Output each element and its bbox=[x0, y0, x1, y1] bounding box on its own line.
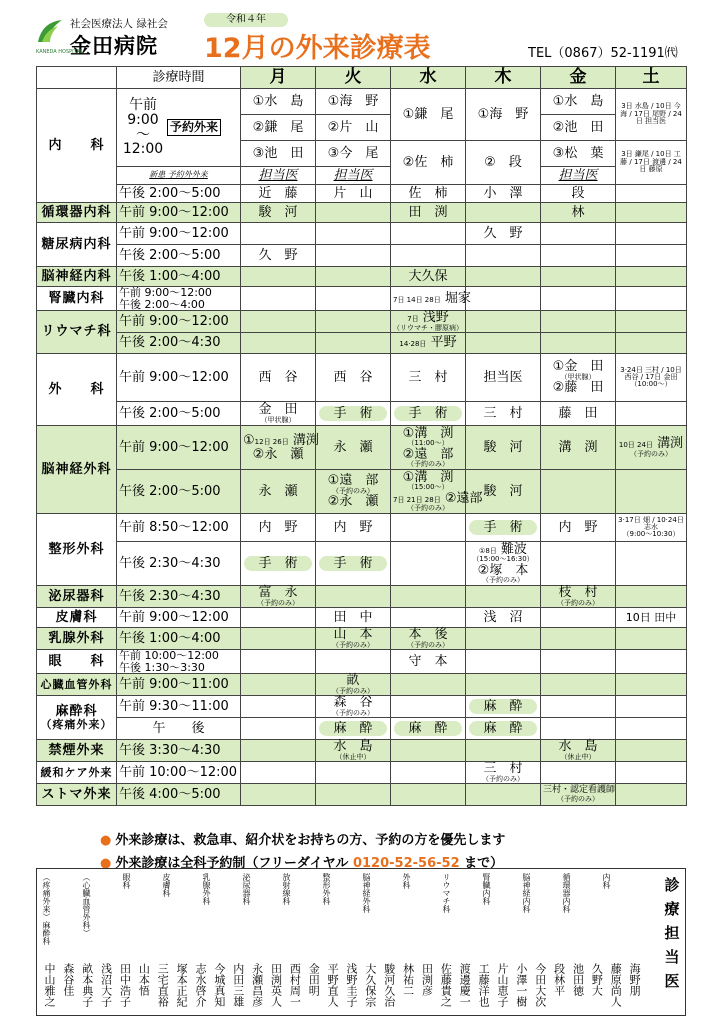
ryumachi-am-time: 午前 9:00〜12:00 bbox=[117, 311, 241, 333]
geka-am-time: 午前 9:00〜12:00 bbox=[117, 354, 241, 402]
naika-tue-3: ③今 尾 bbox=[316, 141, 391, 167]
roster-names bbox=[41, 963, 661, 1013]
nyusen-fri bbox=[541, 628, 616, 650]
roster-doctor-name: 大久保宗 bbox=[363, 963, 377, 1007]
roster-doctor-name: 林祐二 bbox=[401, 963, 415, 996]
tonyo-pm-tue bbox=[316, 245, 391, 267]
naika-am-time: 午前 9:00 〜 12:00 予約外来 bbox=[117, 89, 241, 167]
day-wed: 水 bbox=[391, 67, 466, 89]
geka-pm-mon: 金 田 （甲状腺） bbox=[241, 402, 316, 426]
roster-department: 放射線科 bbox=[282, 873, 291, 905]
corner-cell bbox=[37, 67, 117, 89]
tonyo-am-mon bbox=[241, 223, 316, 245]
geka-am-thu: 担当医 bbox=[466, 354, 541, 402]
kinen-thu bbox=[466, 740, 541, 762]
roster-doctor-name: 佐藤貴之 bbox=[439, 963, 453, 1007]
dept-stoma: ストマ外来 bbox=[37, 784, 117, 806]
nyusen-thu bbox=[466, 628, 541, 650]
dept-seikei: 整形外科 bbox=[37, 514, 117, 586]
roster-doctor-name: 今城真知 bbox=[212, 963, 226, 1007]
kinen-sat bbox=[616, 740, 687, 762]
seikei-pm-tue: 手 術 bbox=[316, 542, 391, 586]
day-tue: 火 bbox=[316, 67, 391, 89]
masui-am-mon bbox=[241, 696, 316, 718]
junkanki-wed: 田 渕 bbox=[391, 203, 466, 223]
ryumachi-am-tue bbox=[316, 311, 391, 333]
dept-jinzo: 腎臓内科 bbox=[37, 287, 117, 311]
dept-kinen: 禁煙外来 bbox=[37, 740, 117, 762]
tonyo-am-tue bbox=[316, 223, 391, 245]
jinzo-thu bbox=[466, 287, 541, 311]
roster-doctor-name: 平野直人 bbox=[326, 963, 340, 1007]
ryumachi-pm-mon bbox=[241, 333, 316, 354]
dept-noshinkeigeka: 脳神経外科 bbox=[37, 426, 117, 514]
dept-shinzo: 心臓血管外科 bbox=[37, 674, 117, 696]
roster-doctor-name: 田渕彦 bbox=[420, 963, 434, 996]
jinzo-wed: 7日 14日 28日 堀家 bbox=[391, 287, 466, 311]
junkanki-time: 午前 9:00〜12:00 bbox=[117, 203, 241, 223]
tonyo-pm-thu bbox=[466, 245, 541, 267]
stoma-sat bbox=[616, 784, 687, 806]
org-name: 社会医療法人 緑社会 bbox=[70, 18, 168, 30]
day-thu: 木 bbox=[466, 67, 541, 89]
hifu-time: 午前 9:00〜12:00 bbox=[117, 608, 241, 628]
stoma-tue bbox=[316, 784, 391, 806]
masui-pm-wed: 麻 酔 bbox=[391, 718, 466, 740]
roster-doctor-name: 西村周一 bbox=[288, 963, 302, 1007]
hinyoki-time: 午後 2:30〜4:30 bbox=[117, 586, 241, 608]
roster-doctor-name: 内田三雄 bbox=[231, 963, 245, 1007]
geka-pm-sat bbox=[616, 402, 687, 426]
ganka-tue bbox=[316, 650, 391, 674]
noshinkeigeka-am-wed: ①溝 渕 （11:00〜） ②遠 部 （予約のみ） bbox=[391, 426, 466, 470]
dept-hifu: 皮膚科 bbox=[37, 608, 117, 628]
roster-doctor-name: 永瀬昌彦 bbox=[250, 963, 264, 1007]
kanwa-tue bbox=[316, 762, 391, 784]
dept-ryumachi: リウマチ科 bbox=[37, 311, 117, 354]
naika-tanto-fri: 担当医 bbox=[541, 167, 616, 185]
noshinkeigeka-pm-fri bbox=[541, 470, 616, 514]
hifu-thu: 浅 沼 bbox=[466, 608, 541, 628]
kanwa-thu: 三 村 （予約のみ） bbox=[466, 762, 541, 784]
hifu-mon bbox=[241, 608, 316, 628]
stoma-fri: 三村・認定看護師 （予約のみ） bbox=[541, 784, 616, 806]
roster-doctor-name: 田中浩子 bbox=[118, 963, 132, 1007]
noshinkei-time: 午後 1:00〜4:00 bbox=[117, 267, 241, 287]
seikei-am-mon: 内 野 bbox=[241, 514, 316, 542]
kanwa-sat bbox=[616, 762, 687, 784]
note-1: ● 外来診療は、救急車、紹介状をお持ちの方、予約の方を優先します bbox=[100, 833, 506, 848]
roster-doctor-name: 藤原尚人 bbox=[609, 963, 623, 1007]
day-fri: 金 bbox=[541, 67, 616, 89]
hinyoki-sat bbox=[616, 586, 687, 608]
roster-doctor-name: 森谷佳 bbox=[61, 963, 75, 996]
nyusen-tue: 山 本 （予約のみ） bbox=[316, 628, 391, 650]
noshinkei-wed: 大久保 bbox=[391, 267, 466, 287]
junkanki-tue bbox=[316, 203, 391, 223]
junkanki-thu bbox=[466, 203, 541, 223]
dept-ganka: 眼 科 bbox=[37, 650, 117, 674]
dept-kanwa: 緩和ケア外来 bbox=[37, 762, 117, 784]
jinzo-tue bbox=[316, 287, 391, 311]
seikei-pm-thu: ①8日 難波 （15:00〜16:30） ②塚 本 （予約のみ） bbox=[466, 542, 541, 586]
seikei-am-sat: 3·17日 畑 / 10·24日 志水 （9:00〜10:30） bbox=[616, 514, 687, 542]
roster-doctor-name: 志水啓介 bbox=[194, 963, 207, 1007]
junkanki-sat bbox=[616, 203, 687, 223]
naika-pm-sat bbox=[616, 185, 687, 203]
geka-pm-fri: 藤 田 bbox=[541, 402, 616, 426]
seikei-am-tue: 内 野 bbox=[316, 514, 391, 542]
noshinkeigeka-pm-sat bbox=[616, 470, 687, 514]
jinzo-mon bbox=[241, 287, 316, 311]
noshinkei-sat bbox=[616, 267, 687, 287]
nyusen-mon bbox=[241, 628, 316, 650]
masui-am-time: 午前 9:30〜11:00 bbox=[117, 696, 241, 718]
naika-tanto-tue: 担当医 bbox=[316, 167, 391, 185]
ganka-wed: 守 本 bbox=[391, 650, 466, 674]
shinzo-fri bbox=[541, 674, 616, 696]
hifu-tue: 田 中 bbox=[316, 608, 391, 628]
hinyoki-tue bbox=[316, 586, 391, 608]
roster-doctor-name: 浅沼大子 bbox=[99, 963, 113, 1007]
tonyo-pm-time: 午後 2:00〜5:00 bbox=[117, 245, 241, 267]
jinzo-time: 午前 9:00〜12:00 午後 2:00〜4:00 bbox=[117, 287, 241, 311]
naika-sat-2: 3日 鎌尾 / 10日 工藤 / 17日 渡邊 / 24日 藤原 bbox=[616, 141, 687, 185]
masui-pm-fri bbox=[541, 718, 616, 740]
masui-am-fri bbox=[541, 696, 616, 718]
ryumachi-am-wed: 7日 浅野 （リウマチ・膠原病） bbox=[391, 311, 466, 333]
naika-pm-wed: 佐 柿 bbox=[391, 185, 466, 203]
geka-am-mon: 西 谷 bbox=[241, 354, 316, 402]
tonyo-pm-wed bbox=[391, 245, 466, 267]
geka-pm-wed: 手 術 bbox=[391, 402, 466, 426]
naika-mon-1: ①水 島 bbox=[241, 89, 316, 115]
noshinkeigeka-am-time: 午前 9:00〜12:00 bbox=[117, 426, 241, 470]
kinen-tue: 水 島 （休止中） bbox=[316, 740, 391, 762]
stoma-wed bbox=[391, 784, 466, 806]
masui-am-thu: 麻 酔 bbox=[466, 696, 541, 718]
geka-am-wed: 三 村 bbox=[391, 354, 466, 402]
kanwa-wed bbox=[391, 762, 466, 784]
free-dial-number: 0120-52-56-52 bbox=[352, 856, 460, 871]
noshinkeigeka-am-fri: 溝 渕 bbox=[541, 426, 616, 470]
dept-nyusen: 乳腺外科 bbox=[37, 628, 117, 650]
ryumachi-am-sat bbox=[616, 311, 687, 333]
tonyo-am-thu: 久 野 bbox=[466, 223, 541, 245]
tonyo-pm-fri bbox=[541, 245, 616, 267]
masui-pm-sat bbox=[616, 718, 687, 740]
naika-tanto-mon: 担当医 bbox=[241, 167, 316, 185]
stoma-mon bbox=[241, 784, 316, 806]
kinen-time: 午後 3:30〜4:30 bbox=[117, 740, 241, 762]
roster-department: 整形外科 bbox=[322, 873, 331, 905]
noshinkei-thu bbox=[466, 267, 541, 287]
junkanki-mon: 駿 河 bbox=[241, 203, 316, 223]
nyusen-wed: 本 後 （予約のみ） bbox=[391, 628, 466, 650]
roster-doctor-name: 今田大次 bbox=[533, 963, 547, 1007]
header bbox=[0, 0, 724, 66]
roster-departments bbox=[41, 873, 661, 945]
dept-masui: 麻酔科 （疼痛外来） bbox=[37, 696, 117, 740]
seikei-pm-fri bbox=[541, 542, 616, 586]
roster-doctor-name: 海野朋 bbox=[628, 963, 642, 996]
roster-department: 脳神経外科 bbox=[362, 873, 371, 913]
kinen-fri: 水 島 （休止中） bbox=[541, 740, 616, 762]
hospital-name: 金田病院 bbox=[70, 34, 158, 58]
ryumachi-pm-wed: 14·28日 平野 bbox=[391, 333, 466, 354]
naika-wed-1: ①鎌 尾 bbox=[391, 89, 466, 141]
junkanki-fri: 林 bbox=[541, 203, 616, 223]
tonyo-pm-sat bbox=[616, 245, 687, 267]
seikei-pm-wed bbox=[391, 542, 466, 586]
masui-am-sat bbox=[616, 696, 687, 718]
ryumachi-pm-tue bbox=[316, 333, 391, 354]
dept-geka: 外 科 bbox=[37, 354, 117, 426]
naika-mon-2: ②鎌 尾 bbox=[241, 115, 316, 141]
doctor-roster bbox=[36, 868, 686, 1016]
roster-department: 循環器内科 bbox=[562, 873, 571, 913]
naika-fri-2: ②池 田 bbox=[541, 115, 616, 141]
hifu-wed bbox=[391, 608, 466, 628]
roster-doctor-name: 小澤一樹 bbox=[514, 963, 528, 1007]
seikei-pm-mon: 手 術 bbox=[241, 542, 316, 586]
naika-pm-time: 午後 2:00〜5:00 bbox=[117, 185, 241, 203]
shinzo-tue: 畝 （予約のみ） bbox=[316, 674, 391, 696]
dept-naika: 内 科 bbox=[37, 89, 117, 203]
roster-doctor-name: 駿河久治 bbox=[382, 963, 396, 1007]
telephone: TEL（0867）52-1191㈹ bbox=[528, 46, 678, 61]
naika-wed-2: ②佐 柿 bbox=[391, 141, 466, 185]
ganka-fri bbox=[541, 650, 616, 674]
hinyoki-fri: 枝 村 （予約のみ） bbox=[541, 586, 616, 608]
roster-department: 内科 bbox=[602, 873, 611, 889]
seikei-am-fri: 内 野 bbox=[541, 514, 616, 542]
roster-department: 乳腺外科 bbox=[202, 873, 211, 905]
hifu-fri bbox=[541, 608, 616, 628]
dept-noshinkei: 脳神経内科 bbox=[37, 267, 117, 287]
ryumachi-pm-time: 午後 2:00〜4:30 bbox=[117, 333, 241, 354]
naika-sat-1: 3日 水島 / 10日 今海 / 17日 尾野 / 24日 担当医 bbox=[616, 89, 687, 141]
stoma-time: 午後 4:00〜5:00 bbox=[117, 784, 241, 806]
ganka-mon bbox=[241, 650, 316, 674]
noshinkeigeka-am-tue: 永 瀬 bbox=[316, 426, 391, 470]
tonyo-am-fri bbox=[541, 223, 616, 245]
roster-doctor-name: 久野大 bbox=[590, 963, 604, 996]
roster-doctor-name: 山本悟 bbox=[137, 963, 151, 996]
roster-doctor-name: 段林平 bbox=[552, 963, 566, 996]
bullet-icon: ● bbox=[100, 833, 112, 848]
roster-doctor-name: 田渕英人 bbox=[269, 963, 283, 1007]
roster-department: 外科 bbox=[402, 873, 411, 889]
new-patient-label: 新患 予約外外来 bbox=[117, 167, 241, 185]
noshinkeigeka-pm-mon: 永 瀬 bbox=[241, 470, 316, 514]
clinic-timetable bbox=[36, 66, 687, 806]
roster-department: 腎臓内科 bbox=[482, 873, 491, 905]
seikei-am-time: 午前 8:50〜12:00 bbox=[117, 514, 241, 542]
stoma-thu bbox=[466, 784, 541, 806]
ryumachi-am-thu bbox=[466, 311, 541, 333]
roster-title: 診療担当医 bbox=[664, 876, 680, 990]
note-2: ● 外来診療は全科予約制（フリーダイヤル 0120-52-56-52 まで） bbox=[100, 856, 504, 871]
masui-pm-tue: 麻 酔 bbox=[316, 718, 391, 740]
roster-doctor-name: 片山恵子 bbox=[496, 963, 509, 1007]
kanwa-fri bbox=[541, 762, 616, 784]
nyusen-time: 午後 1:00〜4:00 bbox=[117, 628, 241, 650]
shinzo-wed bbox=[391, 674, 466, 696]
noshinkeigeka-am-sat: 10日 24日 溝渕 （予約のみ） bbox=[616, 426, 687, 470]
day-mon: 月 bbox=[241, 67, 316, 89]
geka-am-fri: ①金 田 （甲状腺） ②藤 田 bbox=[541, 354, 616, 402]
jinzo-fri bbox=[541, 287, 616, 311]
kanwa-mon bbox=[241, 762, 316, 784]
hinyoki-thu bbox=[466, 586, 541, 608]
roster-doctor-name: 塚本正紀 bbox=[175, 963, 189, 1007]
geka-pm-thu: 三 村 bbox=[466, 402, 541, 426]
naika-tue-2: ②片 山 bbox=[316, 115, 391, 141]
roster-doctor-name: 畝本典子 bbox=[80, 963, 94, 1007]
roster-department: （疼痛外来）麻酔科 bbox=[42, 873, 51, 945]
roster-department: （心臓血管外科） bbox=[82, 873, 91, 937]
naika-pm-mon: 近 藤 bbox=[241, 185, 316, 203]
naika-pm-thu: 小 澤 bbox=[466, 185, 541, 203]
naika-thu-2: ② 段 bbox=[466, 141, 541, 185]
roster-doctor-name: 金田明 bbox=[307, 963, 321, 996]
noshinkeigeka-pm-time: 午後 2:00〜5:00 bbox=[117, 470, 241, 514]
logo-subtitle: KANEDA HOSPITAL bbox=[36, 49, 83, 55]
roster-doctor-name: 工藤洋也 bbox=[477, 963, 491, 1007]
naika-fri-3: ③松 葉 bbox=[541, 141, 616, 167]
dept-junkanki: 循環器内科 bbox=[37, 203, 117, 223]
geka-pm-tue: 手 術 bbox=[316, 402, 391, 426]
roster-department: 皮膚科 bbox=[162, 873, 171, 897]
reservation-outpatient-label: 予約外来 bbox=[167, 119, 221, 136]
roster-department: 泌尿器科 bbox=[242, 873, 251, 905]
kinen-mon bbox=[241, 740, 316, 762]
masui-pm-thu: 麻 酔 bbox=[466, 718, 541, 740]
dept-tonyo: 糖尿病内科 bbox=[37, 223, 117, 267]
shinzo-mon bbox=[241, 674, 316, 696]
tonyo-am-sat bbox=[616, 223, 687, 245]
shinzo-time: 午前 9:00〜11:00 bbox=[117, 674, 241, 696]
ganka-sat bbox=[616, 650, 687, 674]
kanwa-time: 午前 10:00〜12:00 bbox=[117, 762, 241, 784]
naika-mon-3: ③池 田 bbox=[241, 141, 316, 167]
noshinkei-mon bbox=[241, 267, 316, 287]
naika-fri-1: ①水 島 bbox=[541, 89, 616, 115]
roster-doctor-name: 渡邊慶一 bbox=[458, 963, 472, 1007]
bullet-icon: ● bbox=[100, 856, 112, 871]
masui-pm-mon bbox=[241, 718, 316, 740]
ryumachi-pm-thu bbox=[466, 333, 541, 354]
masui-am-tue: 森 谷 （予約のみ） bbox=[316, 696, 391, 718]
noshinkei-fri bbox=[541, 267, 616, 287]
day-sat: 土 bbox=[616, 67, 687, 89]
hinyoki-mon: 富 永 （予約のみ） bbox=[241, 586, 316, 608]
jinzo-sat bbox=[616, 287, 687, 311]
geka-am-tue: 西 谷 bbox=[316, 354, 391, 402]
ryumachi-am-mon bbox=[241, 311, 316, 333]
ryumachi-pm-sat bbox=[616, 333, 687, 354]
roster-department: 眼科 bbox=[122, 873, 131, 889]
roster-doctor-name: 中山雅之 bbox=[43, 963, 56, 1007]
seikei-am-thu: 手 術 bbox=[466, 514, 541, 542]
seikei-am-wed bbox=[391, 514, 466, 542]
naika-pm-fri: 段 bbox=[541, 185, 616, 203]
noshinkeigeka-am-thu: 駿 河 bbox=[466, 426, 541, 470]
naika-tue-1: ①海 野 bbox=[316, 89, 391, 115]
noshinkeigeka-pm-tue: ①遠 部 （予約のみ） ②永 瀬 bbox=[316, 470, 391, 514]
roster-doctor-name: 三宅直裕 bbox=[156, 963, 170, 1007]
noshinkeigeka-am-mon: ①12日 26日 溝渕 ②永 瀬 bbox=[241, 426, 316, 470]
page-title: 12月の外来診療表 bbox=[204, 33, 431, 64]
shinzo-thu bbox=[466, 674, 541, 696]
noshinkeigeka-pm-wed: ①溝 渕 （15:00〜） 7日 21日 28日 ②遠部 （予約のみ） bbox=[391, 470, 466, 514]
geka-pm-time: 午後 2:00〜5:00 bbox=[117, 402, 241, 426]
masui-pm-time: 午 後 bbox=[117, 718, 241, 740]
masui-am-wed bbox=[391, 696, 466, 718]
naika-thu-1: ①海 野 bbox=[466, 89, 541, 141]
ganka-time: 午前 10:00〜12:00 午後 1:30〜3:30 bbox=[117, 650, 241, 674]
roster-department: リウマチ科 bbox=[442, 873, 451, 913]
era-badge: 令和４年 bbox=[204, 13, 288, 27]
seikei-pm-time: 午後 2:30〜4:30 bbox=[117, 542, 241, 586]
shinzo-sat bbox=[616, 674, 687, 696]
ganka-thu bbox=[466, 650, 541, 674]
naika-pm-tue: 片 山 bbox=[316, 185, 391, 203]
kinen-wed bbox=[391, 740, 466, 762]
noshinkei-tue bbox=[316, 267, 391, 287]
seikei-pm-sat bbox=[616, 542, 687, 586]
roster-department: 脳神経内科 bbox=[522, 873, 531, 913]
dept-hinyoki: 泌尿器科 bbox=[37, 586, 117, 608]
ryumachi-am-fri bbox=[541, 311, 616, 333]
hospital-logo-icon bbox=[36, 18, 64, 44]
tonyo-am-wed bbox=[391, 223, 466, 245]
time-header: 診療時間 bbox=[117, 67, 241, 89]
hifu-sat: 10日 田中 bbox=[616, 608, 687, 628]
hinyoki-wed bbox=[391, 586, 466, 608]
roster-doctor-name: 浅野圭子 bbox=[345, 963, 358, 1007]
noshinkeigeka-pm-thu: 駿 河 bbox=[466, 470, 541, 514]
roster-doctor-name: 池田徳 bbox=[571, 963, 585, 996]
tonyo-am-time: 午前 9:00〜12:00 bbox=[117, 223, 241, 245]
ryumachi-pm-fri bbox=[541, 333, 616, 354]
geka-am-sat: 3·24日 三村 / 10日 西谷 / 17日 金田 （10:00〜） bbox=[616, 354, 687, 402]
tonyo-pm-mon: 久 野 bbox=[241, 245, 316, 267]
nyusen-sat bbox=[616, 628, 687, 650]
